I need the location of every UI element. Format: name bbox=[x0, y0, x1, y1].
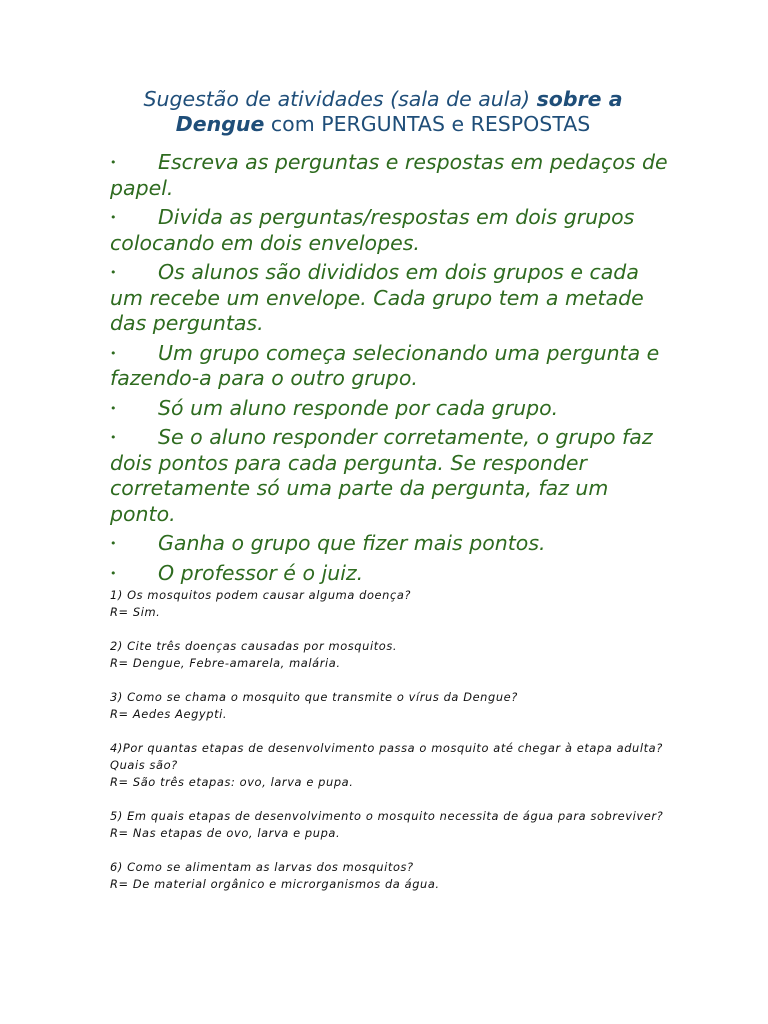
question: 3) Como se chama o mosquito que transmite o vírus da Dengue? bbox=[110, 690, 518, 704]
bullet-icon: • bbox=[110, 156, 117, 169]
question: 5) Em quais etapas de desenvolvimento o mosquito necessita de água para sobreviver? bbox=[110, 809, 664, 823]
qa-item bbox=[110, 638, 670, 672]
list-item-text: Ganha o grupo que fizer mais pontos. bbox=[158, 531, 546, 555]
answer: R= Sim. bbox=[110, 605, 161, 619]
title-part-2: sobre a bbox=[536, 87, 623, 111]
title-part-1: Sugestão de atividades (sala de aula) bbox=[143, 87, 537, 111]
list-item bbox=[110, 425, 670, 527]
list-item bbox=[110, 260, 670, 337]
list-item bbox=[110, 531, 670, 557]
question: 6) Como se alimentam as larvas dos mosquitos? bbox=[110, 860, 414, 874]
title-part-4: com PERGUNTAS e RESPOSTAS bbox=[264, 112, 591, 136]
answer: R= Aedes Aegypti. bbox=[110, 707, 228, 721]
bullet-icon: • bbox=[110, 431, 117, 444]
list-item-text: Os alunos são divididos em dois grupos e cada um recebe um envelope. Cada grupo tem a metade das perguntas. bbox=[110, 260, 644, 335]
answer: R= De material orgânico e microrganismos da água. bbox=[110, 877, 440, 891]
bullet-icon: • bbox=[110, 566, 117, 580]
bullet-icon: • bbox=[110, 266, 117, 279]
list-item-text: O professor é o juiz. bbox=[158, 560, 364, 585]
question: 2) Cite três doenças causadas por mosquitos. bbox=[110, 639, 398, 653]
list-item-text: Escreva as perguntas e respostas em pedaços de papel. bbox=[110, 150, 668, 200]
qa-item bbox=[110, 859, 670, 893]
list-item bbox=[110, 561, 670, 587]
bullet-icon: • bbox=[110, 537, 117, 550]
question: 1) Os mosquitos podem causar alguma doença? bbox=[110, 588, 412, 602]
bullet-icon: • bbox=[110, 401, 117, 415]
bullet-icon: • bbox=[110, 346, 117, 360]
list-item bbox=[110, 341, 670, 392]
qa-item bbox=[110, 689, 670, 723]
answer: R= Nas etapas de ovo, larva e pupa. bbox=[110, 826, 341, 840]
qa-item bbox=[110, 587, 670, 621]
title-part-3: Dengue bbox=[175, 112, 265, 136]
page-title bbox=[100, 87, 666, 137]
list-item-text: Se o aluno responder corretamente, o grupo faz dois pontos para cada pergunta. Se responder corretamente só uma parte da pergunta, faz um ponto. bbox=[110, 425, 653, 526]
qa-item bbox=[110, 808, 670, 842]
instructions-list bbox=[110, 150, 670, 590]
questions-answers bbox=[110, 587, 670, 910]
bullet-icon: • bbox=[110, 211, 117, 224]
answer: R= Dengue, Febre-amarela, malária. bbox=[110, 656, 341, 670]
answer: R= São três etapas: ovo, larva e pupa. bbox=[110, 775, 354, 789]
list-item-text: Só um aluno responde por cada grupo. bbox=[158, 395, 559, 420]
list-item bbox=[110, 150, 670, 201]
list-item-text: Um grupo começa selecionando uma pergunta e fazendo-a para o outro grupo. bbox=[110, 340, 660, 390]
list-item-text: Divida as perguntas/respostas em dois grupos colocando em dois envelopes. bbox=[110, 205, 635, 255]
list-item bbox=[110, 205, 670, 256]
qa-item bbox=[110, 740, 670, 791]
question: 4)Por quantas etapas de desenvolvimento passa o mosquito até chegar à etapa adulta? Quais são? bbox=[110, 741, 663, 772]
list-item bbox=[110, 396, 670, 422]
